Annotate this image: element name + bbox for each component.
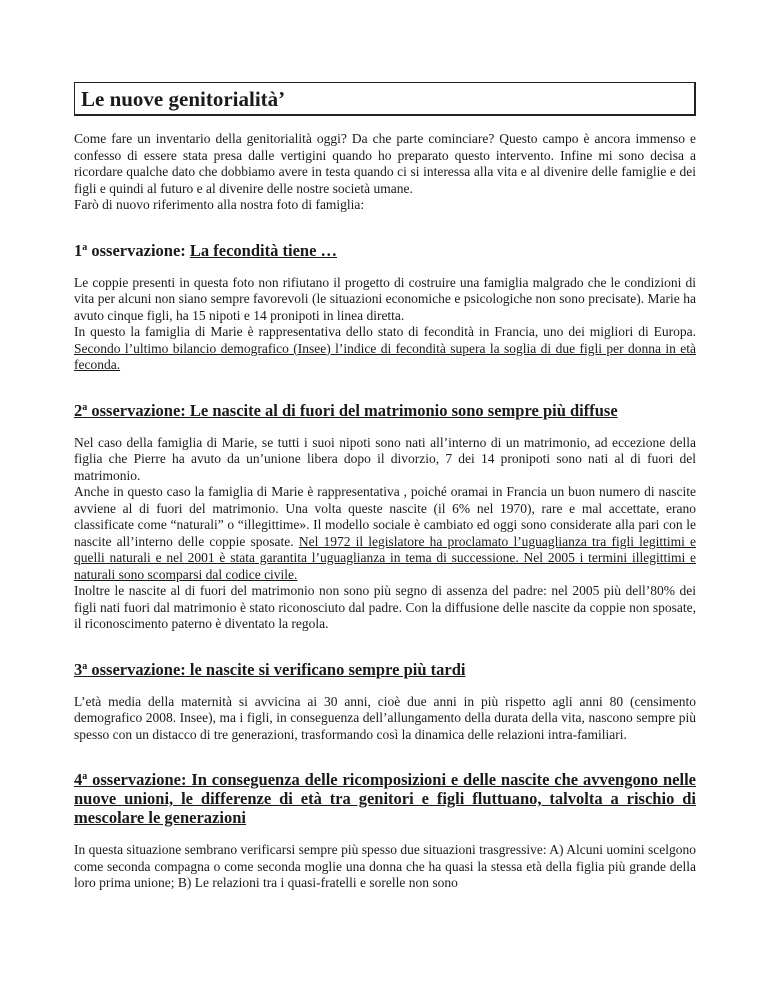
section-4-paragraph-1: In questa situazione sembrano verificarsi sempre più spesso due situazioni trasgressive: A) Alcuni uomini scelgono come seconda compagna o come seconda moglie una donna che ha quasi la stessa età della figlia più grande della loro prima unione; B) Le relazioni tra i quasi-fratelli e sorelle non sono [74, 842, 696, 891]
section-2-sup: a [82, 401, 88, 413]
section-2-title: osservazione: Le nascite al di fuori del matrimonio sono sempre più diffuse [87, 400, 618, 420]
document-title: Le nuove genitorialità’ [81, 87, 286, 111]
section-1-heading [74, 241, 696, 260]
document-page [74, 82, 696, 892]
section-2-paragraph-2-text: Anche in questo caso la famiglia di Marie è rappresentativa , poiché oramai in Francia un buon numero di nascite avviene al di fuori del matrimonio. Una volta queste nascite (il 6% nel 1970), rare e mal accettate, erano classificate come “naturali” o “illegittime». Il modello sociale è cambiato ed oggi sono considerate alla pari con le nascite all’interno delle coppie sposate. [74, 484, 696, 549]
section-3-title: osservazione: le nascite si verificano sempre più tardi [87, 659, 466, 679]
section-4-sup: a [82, 771, 88, 783]
section-2-paragraph-2 [74, 484, 696, 583]
section-1-underlined-text: Secondo l’ultimo bilancio demografico (Insee) l’indice di fecondità supera la soglia di due figli per donna in età feconda. [74, 340, 696, 373]
section-2-paragraph-1: Nel caso della famiglia di Marie, se tutti i suoi nipoti sono nati all’interno di un matrimonio, ad eccezione della figlia che Pierre ha avuto da un’unione libera dopo il divorzio, 7 dei 14 pronipoti sono nati al di fuori del matrimonio. [74, 434, 696, 483]
section-2-underlined-text: Nel 1972 il legislatore ha proclamato l’uguaglianza tra figli legittimi e quelli naturali e nel 2001 è stata garantita l’uguaglianza in tema di successione. Nel 2005 i termini illegittimi e naturali sono scomparsi dal codice civile. [74, 533, 696, 582]
section-1-sep: : [180, 240, 190, 260]
section-4-title: osservazione: In conseguenza delle ricomposizioni e delle nascite che avvengono nelle nuove unioni, le differenze di età tra genitori e figli fluttuano, talvolta a rischio di mescolare le generazioni [74, 770, 696, 828]
section-3-heading [74, 660, 696, 679]
intro-paragraph-2: Farò di nuovo riferimento alla nostra foto di famiglia: [74, 197, 365, 213]
section-1-paragraph-2 [74, 324, 696, 374]
section-3-sup: a [82, 660, 88, 672]
section-1-title: La fecondità tiene … [189, 240, 338, 260]
section-4-heading [74, 770, 696, 827]
section-2-heading [74, 401, 696, 420]
section-2-paragraph-3: Inoltre le nascite al di fuori del matrimonio non sono più segno di assenza del padre: nel 2005 più dell’80% dei figli nati fuori dal matrimonio è stato riconosciuto dal padre. Con la diffusione delle nascite da coppie non sposate, il riconoscimento paterno è diventato la regola. [74, 583, 696, 632]
section-1-sup: a [82, 241, 88, 253]
section-4-number: 4 [74, 770, 83, 790]
section-1-number: 1 [74, 240, 83, 260]
section-3-number: 3 [74, 659, 83, 679]
section-1-label: osservazione [87, 240, 181, 260]
section-1-paragraph-1: Le coppie presenti in questa foto non rifiutano il progetto di costruire una famiglia malgrado che le condizioni di vita per alcuni non siano sempre favorevoli (le situazioni economiche e psicologiche non sono precisate). Marie ha avuto cinque figli, ha 15 nipoti e 14 pronipoti in linea diretta. [74, 274, 696, 323]
intro-paragraph-1: Come fare un inventario della genitorialità oggi? Da che parte cominciare? Questo campo è ancora immenso e confesso di essere stata presa dalle vertigini quando ho preparato questo intervento. Infine mi sono decisa a ricordare qualche dato che dobbiamo avere in testa quando ci si interessa alla vita e al divenire delle famiglie e dei figli e quindi al futuro e al divenire delle nostre società umane. [74, 131, 696, 196]
section-1-paragraph-2-text: In questo la famiglia di Marie è rappresentativa dello stato di fecondità in Francia, uno dei migliori di Europa. [74, 324, 696, 340]
section-2-number: 2 [74, 400, 83, 420]
section-3-paragraph-1: L’età media della maternità si avvicina ai 30 anni, cioè due anni in più rispetto agli anni 80 (censimento demografico 2008. Insee), ma i figli, in conseguenza dell’allungamento della durata della vita, nascono sempre più spesso con un distacco di tre generazioni, trasformando così la dinamica delle relazioni intra-familiari. [74, 693, 696, 742]
title-box [74, 82, 696, 116]
